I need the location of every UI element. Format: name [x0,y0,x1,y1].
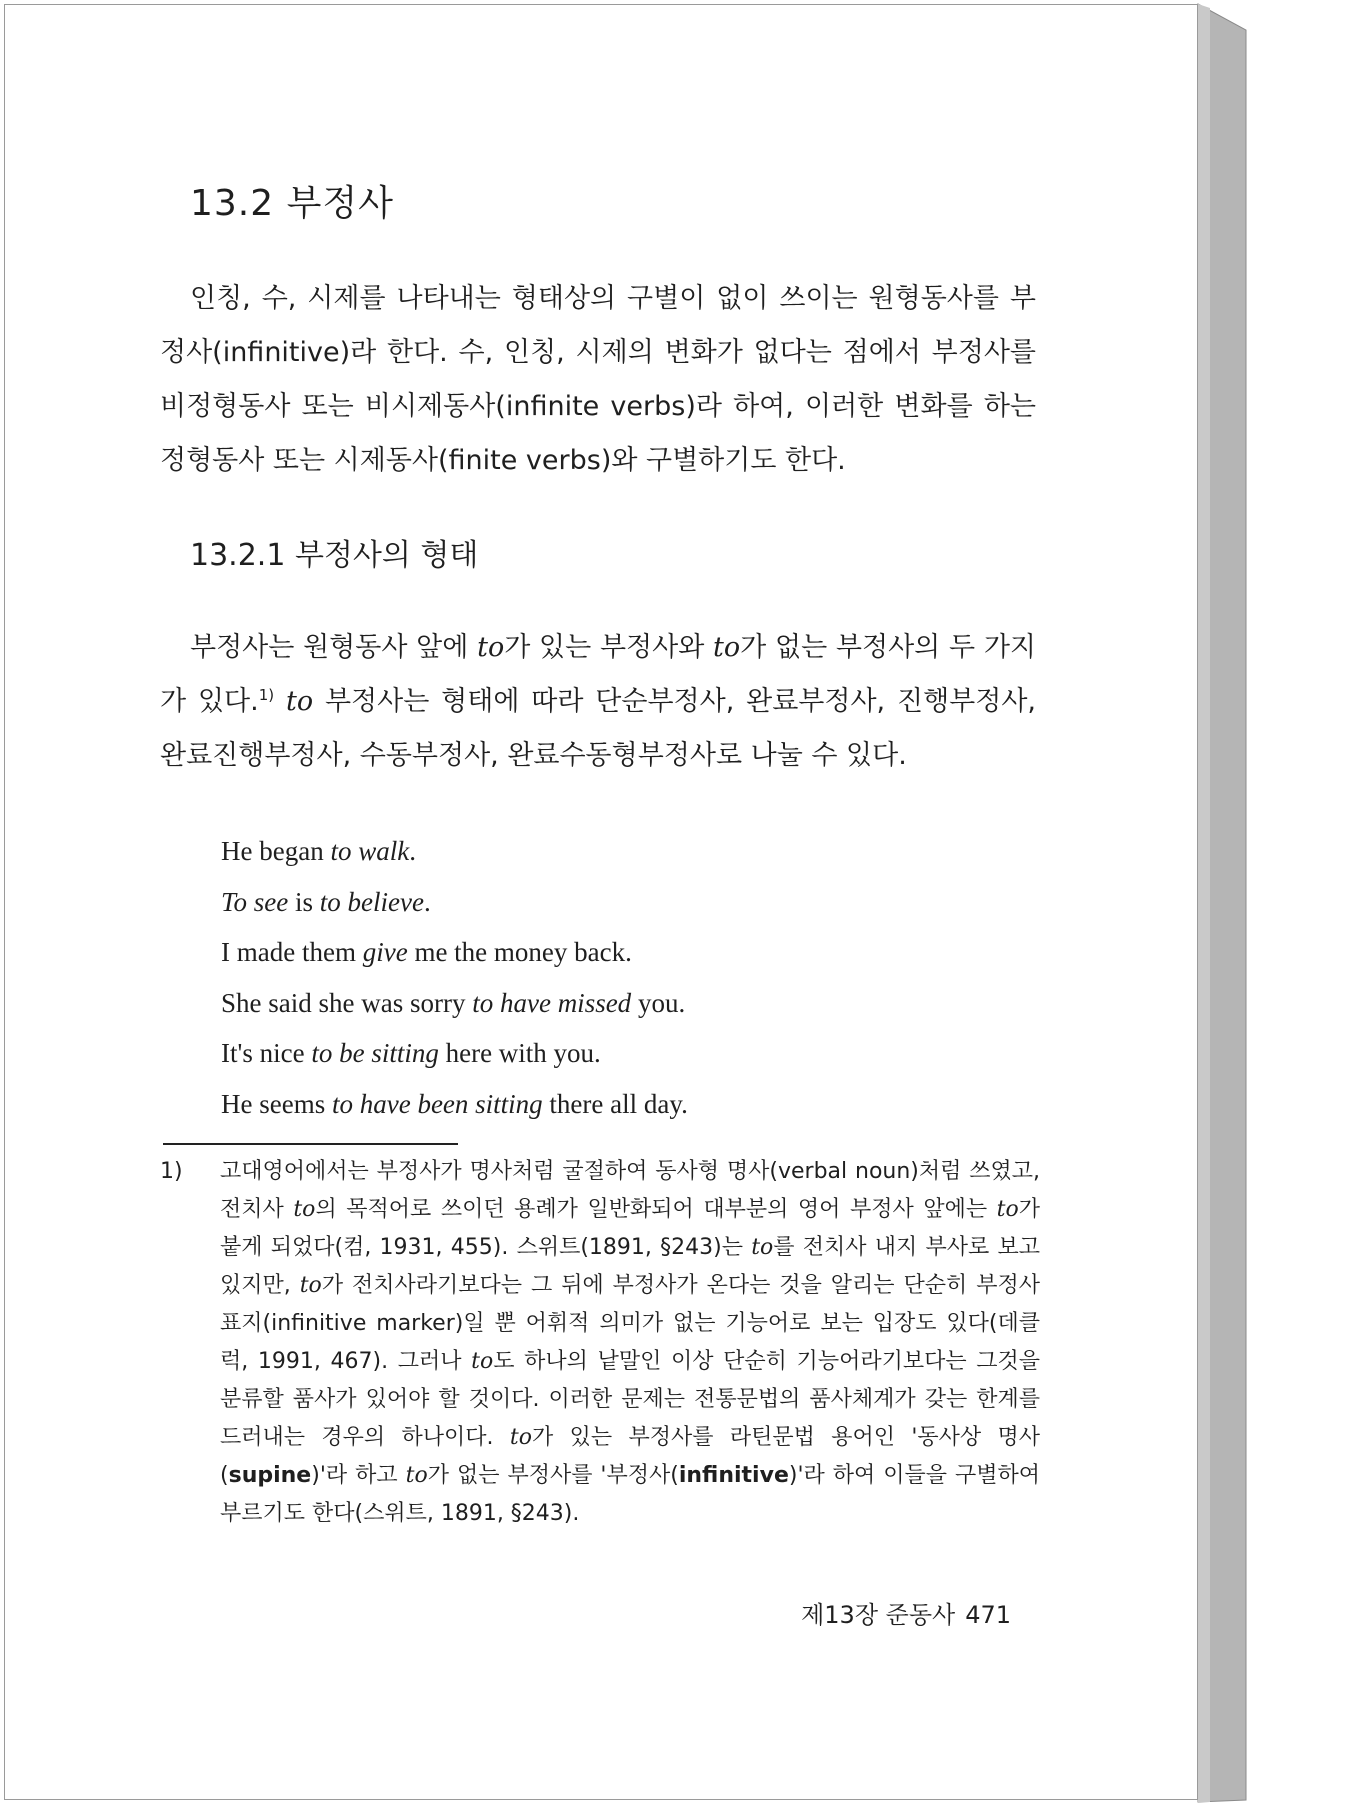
italic-to: to [274,686,314,717]
italic-to: to [471,1349,494,1374]
footnote-number: 1) [160,1159,183,1184]
text-run: 를 전치사 내지 부사로 보고 있지만, [220,1235,1040,1298]
italic-to: to [509,1425,532,1450]
text-run: you. [631,987,686,1018]
text-run: 부정사는 형태에 따라 단순부정사, 완료부정사, 진행부정사, 완료진행부정사, 수동부정사, 완료수동형부정사로 나눌 수 있다. [160,686,1036,771]
text-run: is [288,886,320,917]
text-run: 의 목적어로 쓰이던 용례가 일반화되어 대부분의 영어 부정사 앞에는 [315,1197,997,1222]
example-sentence [221,927,688,978]
italic-infinitive: to believe [319,886,424,917]
form-paragraph [160,621,1036,783]
italic-to: to [299,1273,322,1298]
text-run: He seems [221,1088,332,1119]
example-sentences [221,826,688,1129]
page-footer [791,1595,1011,1630]
subsection-heading: 13.2.1 부정사의 형태 [190,538,479,573]
text-run: 가 있는 부정사와 [504,632,714,663]
italic-to: to [405,1463,428,1488]
italic-infinitive: give [362,937,408,967]
chapter-label: 제13장 준동사 [801,1601,956,1629]
italic-infinitive: To see [221,886,289,917]
example-sentence [221,978,688,1029]
example-sentence [221,877,688,928]
italic-to: to [751,1235,774,1260]
italic-infinitive: to have missed [472,987,632,1018]
example-sentence [221,1079,688,1130]
text-run: I made them [221,937,363,967]
footnote-reference: 1) [258,686,275,704]
text-run: 가 있는 부정사를 라틴문법 용어인 '동사상 명사( [220,1425,1041,1488]
text-run: . [409,836,416,866]
text-run: It's nice [221,1038,312,1068]
text-run: 가 없는 부정사의 두 가지가 있다. [160,632,1036,717]
footnote [160,1153,1041,1533]
example-sentence [221,826,688,877]
footnote-body [160,1153,1041,1533]
text-run: )'라 하고 [311,1463,406,1488]
text-run: me the money back. [407,937,632,967]
text-run: . [423,886,431,917]
text-run: He began [221,836,331,866]
bold-term: infinitive [678,1463,789,1488]
italic-to: to [996,1197,1019,1222]
text-run: 가 없는 부정사를 '부정사( [427,1463,679,1488]
text-run: 도 하나의 낱말인 이상 단순히 기능어라기보다는 그것을 분류할 품사가 있어야 할 것이다. 이러한 문제는 전통문법의 품사체계가 갖는 한계를 드러내는 경우의 하나이다. [220,1349,1040,1450]
bold-term: supine [228,1463,312,1488]
text-run: )'라 하여 이들을 구별하여 부르기도 한다(스위트, 1891, §243). [220,1463,1040,1526]
text-run: 가 붙게 되었다(컴, 1931, 455). 스위트(1891, §243)는 [220,1197,1041,1260]
footnote-divider [163,1143,458,1145]
italic-infinitive: to be sitting [311,1038,439,1068]
text-run: there all day. [542,1088,688,1119]
example-sentence [221,1028,688,1079]
italic-infinitive: to walk [330,836,410,866]
italic-to: to [477,632,505,663]
text-run: here with you. [438,1038,601,1068]
page-number: 471 [965,1601,1011,1629]
italic-to: to [293,1197,316,1222]
text-run: 부정사는 원형동사 앞에 [190,632,478,663]
section-heading: 13.2 부정사 [190,183,394,224]
text-run: 고대영어에서는 부정사가 명사처럼 굴절하여 동사형 명사(verbal noun)처럼 쓰였고, 전치사 [220,1159,1040,1222]
italic-infinitive: to have been sitting [331,1088,543,1119]
text-run: 가 전치사라기보다는 그 뒤에 부정사가 온다는 것을 알리는 단순히 부정사 표지(infinitive marker)일 뿐 어휘적 의미가 없는 기능어로 보는 입장도 있다(데클럭, 1991, 467). 그러나 [220,1273,1040,1374]
intro-paragraph: 인칭, 수, 시제를 나타내는 형태상의 구별이 없이 쓰이는 원형동사를 부정사(infinitive)라 한다. 수, 인칭, 시제의 변화가 없다는 점에서 부정사를 비정형동사 또는 비시제동사(infinite verbs)라 하여, 이러한 변화를 하는 정형동사 또는 시제동사(finite verbs)와 구별하기도 한다. [160,283,1036,476]
italic-to: to [713,632,741,663]
text-run: She said she was sorry [221,987,473,1018]
